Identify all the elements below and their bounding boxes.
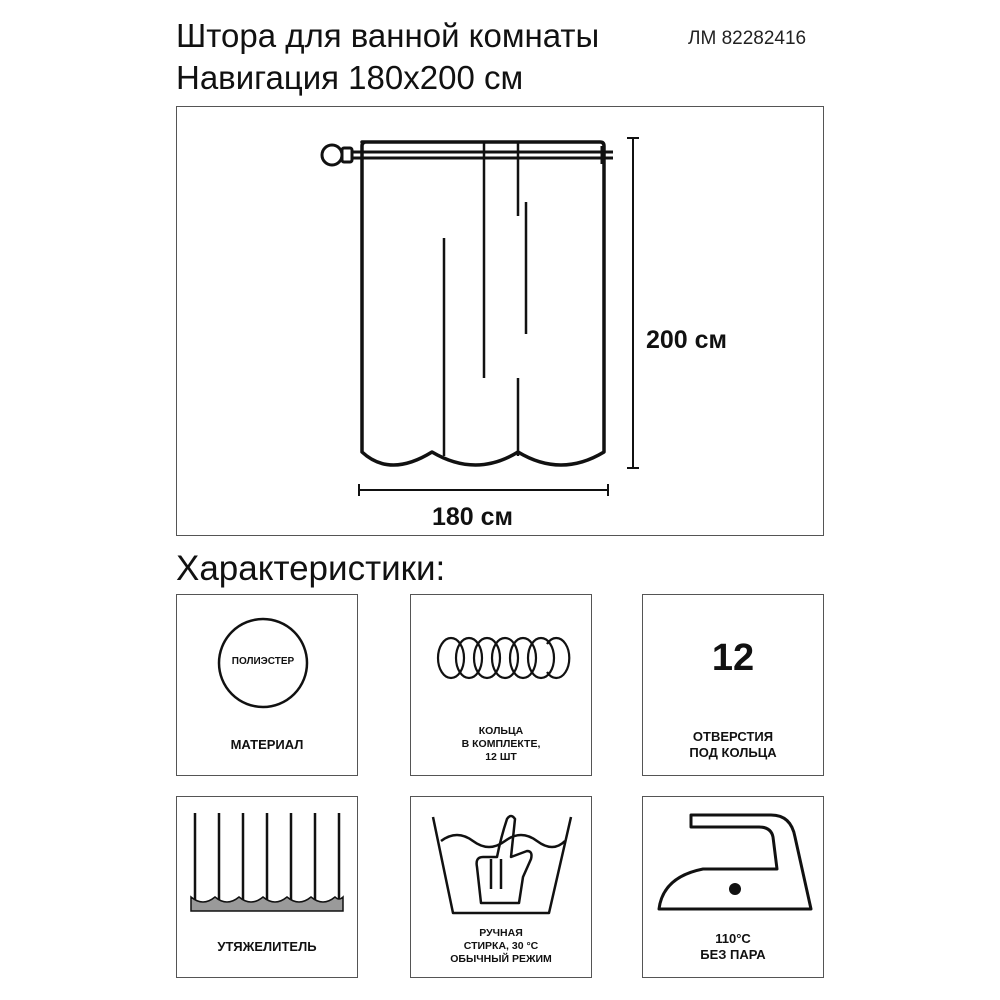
holes-count: 12 [711, 637, 755, 679]
feature-card-wash [410, 796, 592, 978]
curtain-folds [444, 142, 526, 456]
sku-code: ЛМ 82282416 [688, 28, 807, 49]
product-title: Штора для ванной комнаты [176, 17, 600, 54]
curtain-drawing [176, 106, 824, 536]
feature-label: МАТЕРИАЛ [230, 737, 304, 752]
width-dimension-line [359, 484, 608, 496]
height-dimension-line [627, 138, 639, 468]
feature-label: 110°С БЕЗ ПАРА [700, 931, 766, 962]
feature-label: КОЛЬЦА В КОМПЛЕКТЕ, 12 ШТ [461, 725, 541, 763]
section-title: Характеристики: [176, 549, 446, 588]
material-name: ПОЛИЭСТЕР [231, 656, 295, 667]
feature-label: РУЧНАЯ СТИРКА, 30 °С ОБЫЧНЫЙ РЕЖИМ [450, 927, 552, 965]
feature-label: ОТВЕРСТИЯ ПОД КОЛЬЦА [689, 729, 777, 760]
feature-card-material [176, 594, 358, 776]
curtain-diagram [176, 106, 824, 536]
width-label: 180 см [432, 503, 514, 531]
curtain-rod [322, 145, 613, 165]
feature-card-holes [642, 594, 824, 776]
feature-card-weight [176, 796, 358, 978]
product-subtitle: Навигация 180х200 см [176, 59, 524, 96]
feature-label: УТЯЖЕЛИТЕЛЬ [217, 939, 317, 954]
height-label: 200 см [646, 326, 728, 354]
feature-card-iron [642, 796, 824, 978]
feature-card-rings [410, 594, 592, 776]
